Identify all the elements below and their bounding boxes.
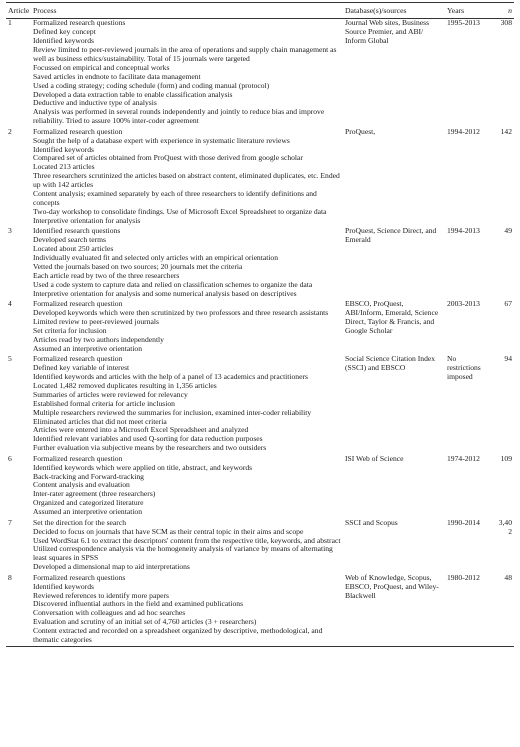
table-row (6, 227, 514, 300)
n-cell: 94 (504, 354, 512, 364)
process-step: Content extracted and recorded on a spreadsheet organized by descriptive, methodological, and thematic categories (33, 626, 323, 645)
table-row (6, 127, 514, 227)
process-step: Assumed an interpretive orientation (33, 507, 143, 517)
process-cell (31, 454, 343, 518)
table-body (6, 19, 514, 647)
process-cell (31, 227, 343, 300)
n-cell: 3,402 (498, 517, 512, 536)
years-cell: No restrictions imposed (447, 354, 481, 382)
header-article: Article (6, 3, 31, 19)
process-step: Identified keywords (33, 144, 94, 154)
process-step: Defined key variable of interest (33, 363, 130, 373)
process-step: Further evaluation via subjective means by the researchers and two outsiders (33, 443, 267, 453)
process-step: Formalized research question (33, 453, 123, 463)
process-step: Formalized research question (33, 299, 123, 309)
process-cell (31, 19, 343, 128)
process-step: Located 213 articles (33, 162, 95, 172)
n-cell: 109 (500, 453, 512, 463)
header-databases: Database(s)/sources (343, 3, 445, 19)
article-number-cell: 8 (6, 573, 31, 646)
process-step: Developed a dimensional map to aid interpretations (33, 562, 190, 572)
article-number-cell: 7 (8, 517, 12, 527)
header-years: Years (445, 3, 493, 19)
process-step: Reviewed references to identify more papers (33, 590, 169, 600)
process-step: Identified research questions (33, 226, 121, 236)
n-cell: 49 (504, 226, 512, 236)
process-step: Discovered influential authors in the field and examined publications (33, 599, 244, 609)
article-number-cell: 1 (8, 18, 12, 28)
process-step: Used WordStat 6.1 to extract the descriptors' content from the respective title, keywords, and abstract (33, 535, 341, 545)
years-cell: 1994-2012 (447, 126, 480, 136)
article-number-cell: 5 (8, 354, 12, 364)
process-step: Located 1,482 removed duplicates resulting in 1,356 articles (33, 380, 217, 390)
process-step: Sought the help of a database expert with experience in systematic literature reviews (33, 135, 290, 145)
process-step: Assumed an interpretive orientation (33, 343, 143, 353)
process-step: Three researchers scrutinized the articles based on abstract content, eliminated duplicates, etc. Ended up with 142 articles (33, 171, 340, 190)
article-number-cell: 6 (8, 453, 12, 463)
process-step: Used a code system to capture data and relied on classification schemes to organize the data (33, 279, 313, 289)
years-cell: 1980-2012 (445, 573, 493, 646)
header-process: Process (31, 3, 343, 19)
databases-cell: Web of Knowledge, Scopus, EBSCO, ProQuest, and Wiley-Blackwell (343, 573, 445, 646)
n-cell: 142 (500, 126, 512, 136)
process-step: Formalized research questions (33, 18, 126, 28)
process-step: Conversation with colleagues and ad hoc searches (33, 608, 186, 618)
process-step: Organized and categorized literature (33, 498, 144, 508)
process-step: Set the direction for the search (33, 517, 126, 527)
databases-cell: ProQuest, Science Direct, and Emerald (345, 226, 437, 245)
process-step: Eliminated articles that did not meet criteria (33, 416, 167, 426)
databases-cell: Social Science Citation Index (SSCI) and EBSCO (345, 354, 436, 373)
process-step: Compared set of articles obtained from ProQuest with those derived from google scholar (33, 153, 303, 163)
process-step: Two-day workshop to consolidate findings. Use of Microsoft Excel Spreadsheet to organize data (33, 206, 327, 216)
table-row (6, 573, 514, 646)
process-step: Evaluation and scrutiny of an initial set of 4,760 articles (3 + researchers) (33, 617, 257, 627)
process-step: Formalized research question (33, 354, 123, 364)
process-step: Saved articles in endnote to facilitate data management (33, 71, 201, 81)
article-number-cell: 4 (8, 299, 12, 309)
process-step: Back-tracking and Forward-tracking (33, 471, 144, 481)
process-step: Developed keywords which were then scrutinized by two professors and three research assistants (33, 308, 329, 318)
process-step: Deductive and inductive type of analysis (33, 98, 157, 108)
databases-cell: SSCI and Scopus (345, 517, 398, 527)
process-step: Articles were entered into a Microsoft Excel Spreadsheet and analyzed (33, 425, 249, 435)
process-step: Developed a data extraction table to enable classification analysis (33, 89, 233, 99)
process-step: Identified keywords and articles with the help of a panel of 13 academics and practitioners (33, 372, 308, 382)
years-cell: 1995-2013 (447, 18, 480, 28)
table-row (6, 454, 514, 518)
process-step: Individually evaluated fit and selected only articles with an empirical orientation (33, 253, 279, 263)
n-cell: 67 (504, 299, 512, 309)
process-step: Identified relevant variables and used Q-sorting for data reduction purposes (33, 434, 263, 444)
table-header-row (6, 3, 514, 19)
process-step: Review limited to peer-reviewed journals in the area of operations and supply chain management as well as business ethics/sustainability. Total of 15 journals were targeted (33, 45, 337, 63)
process-step: Defined key concept (33, 27, 96, 37)
process-step: Vetted the journals based on two sources; 20 journals met the criteria (33, 261, 243, 271)
databases-cell: ISI Web of Science (345, 453, 404, 463)
process-step: Decided to focus on journals that have SCM as their central topic in their aims and scope (33, 526, 304, 536)
process-cell (31, 355, 343, 455)
process-step: Formalized research question (33, 126, 123, 136)
process-step: Set criteria for inclusion (33, 325, 107, 335)
process-step: Utilized correspondence analysis via the homogeneity analysis of variance by means of alternating least squares in SPSS (33, 544, 333, 563)
process-step: Inter-rater agreement (three researchers) (33, 489, 156, 499)
databases-cell: ProQuest, (345, 126, 376, 136)
process-cell (31, 127, 343, 227)
process-step: Analysis was performed in several rounds independently and jointly to reduce bias and improve reliability. Tried to assure 100% inter-coder agreement (33, 107, 325, 126)
process-step: Limited review to peer-reviewed journals (33, 316, 159, 326)
process-step: Used a coding strategy; coding schedule (form) and coding manual (protocol) (33, 80, 270, 90)
years-cell: 1974-2012 (447, 453, 480, 463)
process-step: Multiple researchers reviewed the summaries for inclusion, examined inter-coder reliability (33, 407, 312, 417)
table-row (6, 518, 514, 573)
years-cell: 1994-2013 (447, 226, 480, 236)
n-cell: 48 (493, 573, 514, 646)
process-step: Summaries of articles were reviewed for relevancy (33, 389, 188, 399)
process-step: Each article read by two of the three researchers (33, 270, 180, 280)
process-step: Developed search terms (33, 235, 106, 245)
process-step: Content analysis; examined separately by each of three researchers to identify definitions and concepts (33, 189, 317, 208)
article-number-cell: 3 (8, 226, 12, 236)
process-cell (31, 300, 343, 355)
process-step: Identified keywords which were applied on title, abstract, and keywords (33, 462, 253, 472)
article-number-cell: 2 (8, 126, 12, 136)
table-row (6, 300, 514, 355)
process-step: Identified keywords (33, 581, 94, 591)
databases-cell: Journal Web sites, Business Source Premier, and ABI/ Inform Global (345, 18, 430, 46)
process-step: Articles read by two authors independently (33, 334, 164, 344)
years-cell: 2003-2013 (447, 299, 480, 309)
n-cell: 308 (500, 18, 512, 28)
process-step: Identified keywords (33, 36, 94, 46)
table-row (6, 19, 514, 128)
process-step: Located about 250 articles (33, 244, 114, 254)
process-step: Interpretive orientation for analysis and some numerical analysis based on descriptives (33, 288, 297, 298)
review-process-table (6, 2, 514, 647)
header-n: n (493, 3, 514, 19)
table-row (6, 355, 514, 455)
process-cell (31, 573, 343, 646)
process-step: Interpretive orientation for analysis (33, 215, 141, 225)
process-step: Established formal criteria for article inclusion (33, 398, 175, 408)
process-step: Content analysis and evaluation (33, 480, 130, 490)
databases-cell: EBSCO, ProQuest, ABI/Inform, Emerald, Science Direct, Taylor & Francis, and Google Scholar (345, 299, 439, 335)
process-cell (31, 518, 343, 573)
years-cell: 1990-2014 (447, 517, 480, 527)
process-step: Formalized research questions (33, 572, 126, 582)
process-step: Focussed on empirical and conceptual works (33, 62, 170, 72)
